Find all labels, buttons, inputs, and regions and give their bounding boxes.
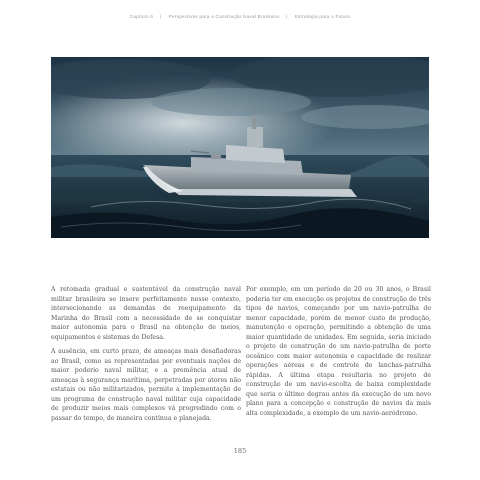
header-subsection: Estratégia para o Futuro — [294, 14, 351, 19]
paragraph: A ausência, em curto prazo, de ameaças mais desafiadoras ao Brasil, como as representadas por eventuais nações de maior poderio naval militar, e a premência atual de ameaças à segurança marítima, perpetradas por atores não estatais ou não militarizados, permite a implementação de um programa de construção naval militar cuja capacidade de produzir meios mais complexos vá progredindo com o passar do tempo, de maneira contínua e planejada. — [51, 348, 241, 422]
running-header — [0, 14, 480, 19]
header-section: Perspectivas para a Construção Naval Brasileira — [168, 14, 280, 19]
header-chapter: Capítulo 6 — [129, 14, 154, 19]
page-number: 185 — [233, 447, 247, 455]
right-column — [246, 285, 431, 423]
header-separator: | — [286, 14, 288, 19]
paragraph: Por exemplo, em um período de 20 ou 30 anos, o Brasil poderia ter em execução os projetos de construção de três tipos de navios, começando por um navio-patrulha de menor capacidade, porém de menor custo de produção, manutenção e operação, permitindo a obtenção de uma maior quantidade de unidades. Em seguida, seria iniciado o projeto de construção de um navio-patrulha de porte oceânico com maior autonomia e capacidade de realizar operações aéreas e de controle de lanchas-patrulha rápidas. A última etapa resultaria no projeto de construção de um navio-escolta de baixa complexidade que seria o último degrau antes da execução de um novo plano para a concepção e construção de navios da mais alta complexidade, a exemplo de um navio-aeródromo. — [246, 286, 431, 417]
header-separator: | — [160, 14, 162, 19]
left-column — [51, 285, 241, 428]
paragraph: A retomada gradual e sustentável da construção naval militar brasileira se insere perfeitamente nesse contexto, intersecionando as demandas de reequipamento da Marinha do Brasil com a necessidade de se conquistar maior autonomia para o Brasil na obtenção de meios, equipamentos e sistemas de Defesa. — [51, 286, 241, 341]
warship-photo — [51, 57, 429, 238]
warship-illustration — [51, 57, 429, 238]
